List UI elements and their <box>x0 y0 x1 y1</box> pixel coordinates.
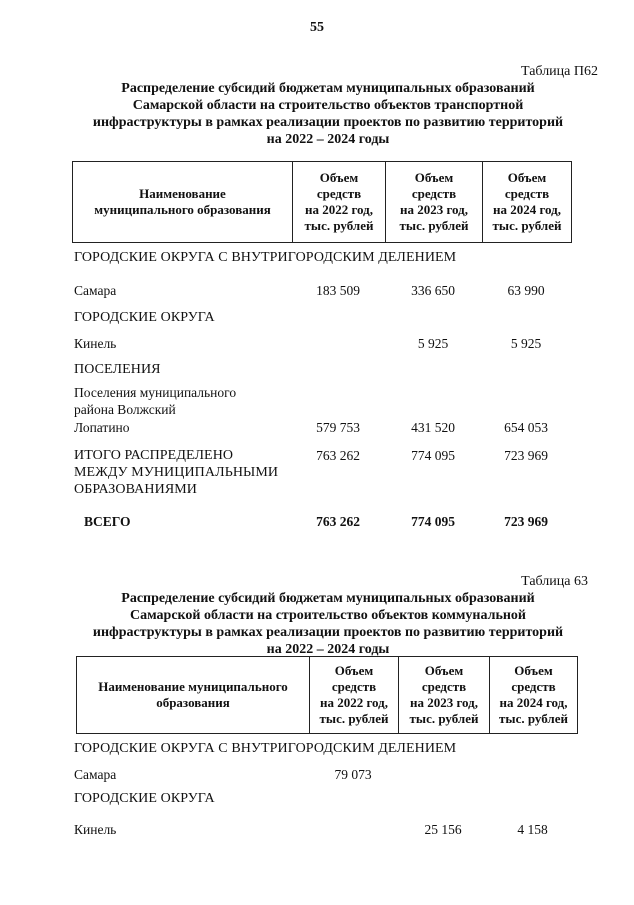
row-samara-2023: 336 650 <box>411 283 455 298</box>
page-number: 55 <box>310 20 324 35</box>
row-distributed-2023: 774 095 <box>411 448 455 463</box>
table-63-title <box>60 590 596 658</box>
table-62-header <box>72 161 572 243</box>
row-samara-2024: 63 990 <box>507 283 545 298</box>
table-62-title <box>60 80 596 148</box>
row-distributed-name-line: ИТОГО РАСПРЕДЕЛЕНО <box>74 448 234 463</box>
section-urban-districts: ГОРОДСКИЕ ОКРУГА <box>74 310 215 325</box>
header-2024: Объем средств на 2024 год, тыс. рублей <box>499 663 568 726</box>
row-distributed-name-line: ОБРАЗОВАНИЯМИ <box>74 482 198 497</box>
row-lopatino-2022: 579 753 <box>316 420 360 435</box>
table-62-label: Таблица П62 <box>521 64 598 79</box>
row-settlements-group-line: Поселения муниципального <box>74 385 237 400</box>
title-line: Распределение субсидий бюджетам муниципальных образований <box>121 81 535 96</box>
title-line: Самарской области на строительство объектов коммунальной <box>129 608 526 623</box>
table-63-label: Таблица 63 <box>521 574 588 589</box>
row-kinel-2023: 5 925 <box>417 336 449 351</box>
row-samara-name: Самара <box>74 283 117 298</box>
header-2024: Объем средств на 2024 год, тыс. рублей <box>492 170 562 233</box>
row-samara-2022: 183 509 <box>316 283 360 298</box>
row-lopatino-name: Лопатино <box>74 420 130 435</box>
title-line: инфраструктуры в рамках реализации проектов по развитию территорий <box>92 625 564 640</box>
header-2023: Объем средств на 2023 год, тыс. рублей <box>399 170 469 233</box>
row-total-name: ВСЕГО <box>84 514 131 529</box>
row-total-2024: 723 969 <box>504 514 548 529</box>
section-urban-districts: ГОРОДСКИЕ ОКРУГА <box>74 791 215 806</box>
row-total-2023: 774 095 <box>411 514 455 529</box>
title-line: Самарской области на строительство объектов транспортной <box>132 98 524 113</box>
row-kinel-name: Кинель <box>74 336 117 351</box>
row-samara-name: Самара <box>74 767 117 782</box>
header-2022: Объем средств на 2022 год, тыс. рублей <box>304 170 374 233</box>
title-line: на 2022 – 2024 годы <box>266 132 390 147</box>
row-samara-2022: 79 073 <box>334 767 372 782</box>
title-line: на 2022 – 2024 годы <box>266 642 390 657</box>
row-distributed-name-line: МЕЖДУ МУНИЦИПАЛЬНЫМИ <box>74 465 279 480</box>
header-name: Наименование муниципального образования <box>98 679 288 710</box>
row-kinel-2024: 4 158 <box>517 822 548 837</box>
section-urban-districts-with-division: ГОРОДСКИЕ ОКРУГА С ВНУТРИГОРОДСКИМ ДЕЛЕНИЕМ <box>74 250 457 265</box>
header-2023: Объем средств на 2023 год, тыс. рублей <box>409 663 479 726</box>
row-kinel-name: Кинель <box>74 822 117 837</box>
row-distributed-2022: 763 262 <box>316 448 360 463</box>
row-lopatino-2024: 654 053 <box>504 420 548 435</box>
title-line: Распределение субсидий бюджетам муниципальных образований <box>121 591 535 606</box>
row-settlements-group-line: района Волжский <box>74 402 176 417</box>
row-total-2022: 763 262 <box>316 514 360 529</box>
row-lopatino-2023: 431 520 <box>411 420 455 435</box>
table-63-header <box>76 656 578 734</box>
header-name: Наименование муниципального образования <box>94 186 271 217</box>
title-line: инфраструктуры в рамках реализации проектов по развитию территорий <box>92 115 564 130</box>
row-kinel-2024: 5 925 <box>510 336 542 351</box>
row-kinel-2023: 25 156 <box>424 822 462 837</box>
header-2022: Объем средств на 2022 год, тыс. рублей <box>319 663 389 726</box>
row-distributed-2024: 723 969 <box>504 448 548 463</box>
section-settlements: ПОСЕЛЕНИЯ <box>74 362 161 377</box>
section-urban-districts-with-division: ГОРОДСКИЕ ОКРУГА С ВНУТРИГОРОДСКИМ ДЕЛЕНИЕМ <box>74 741 457 756</box>
